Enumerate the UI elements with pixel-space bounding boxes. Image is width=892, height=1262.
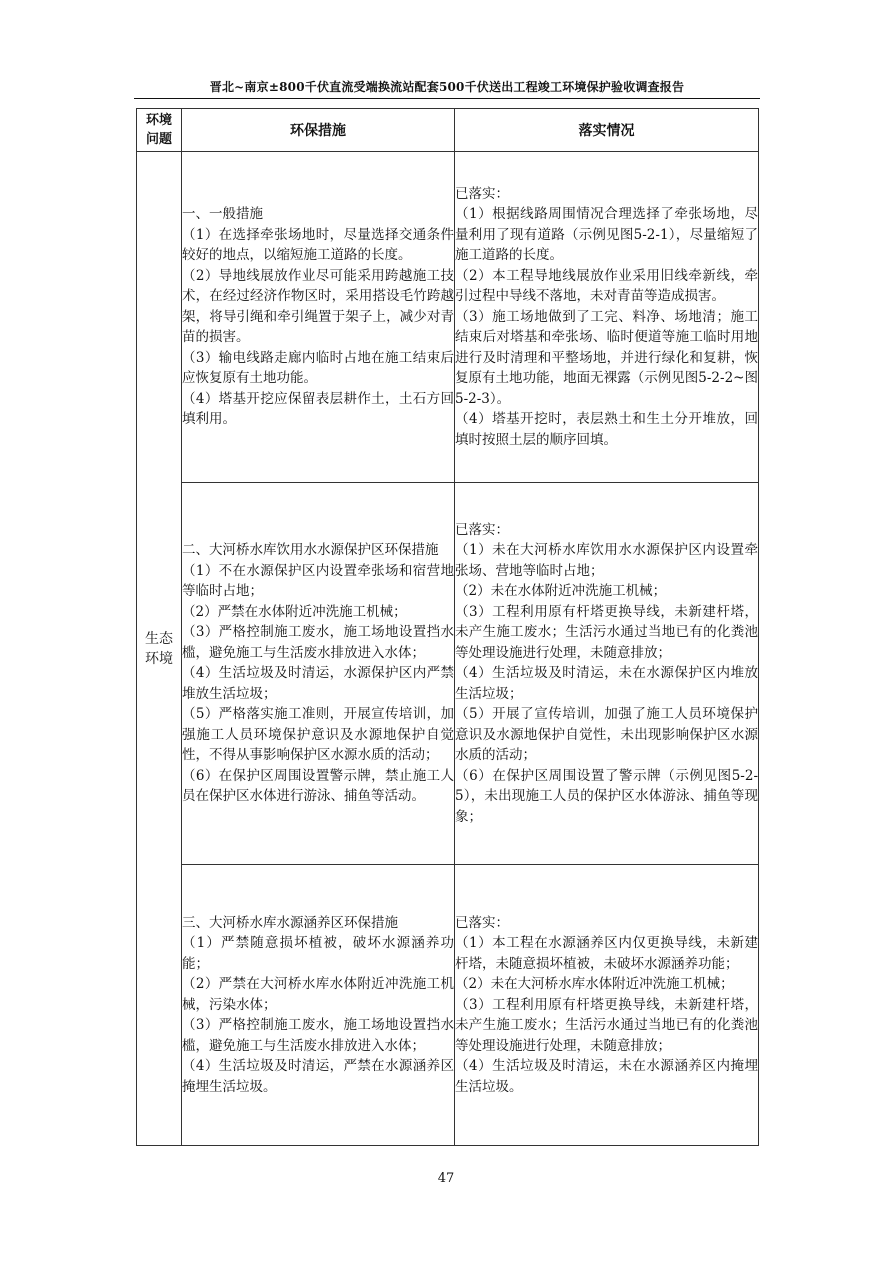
status-text: （6）在保护区周围设置了警示牌（示例见图5-2-5），未出现施工人员的保护区水体游泳、捕鱼等现象；	[455, 767, 758, 825]
status-text: （2）本工程导地线展放作业采用旧线牵新线，牵引过程中导线不落地，未对青苗等造成损害。	[455, 267, 758, 305]
status-text: （3）工程利用原有杆塔更换导线，未新建杆塔，未产生施工废水；生活污水通过当地已有的化粪池等处理设施进行处理，未随意排放；	[455, 603, 758, 661]
category-cell	[137, 152, 182, 1146]
measure-text: （3）严格控制施工废水，施工场地设置挡水槛，避免施工与生活废水排放进入水体；	[182, 1017, 454, 1054]
status-cell	[455, 865, 759, 1146]
status-cell	[455, 152, 759, 483]
header-rule	[134, 98, 760, 99]
table-row	[137, 865, 759, 1146]
measures-cell	[182, 152, 455, 483]
status-text: （1）本工程在水源涵养区内仅更换导线，未新建杆塔，未随意损坏植被，未破坏水源涵养功能；	[455, 935, 758, 972]
category-label: 生态环境	[145, 630, 173, 667]
measure-text: （6）在保护区周围设置警示牌，禁止施工人员在保护区水体进行游泳、捕鱼等活动。	[182, 767, 454, 805]
status-text: （3）施工场地做到了工完、料净、场地清；施工结束后对塔基和牵张场、临时便道等施工临时用地进行及时清理和平整场地，并进行绿化和复耕，恢复原有土地功能，地面无裸露（示例见图5-2-2~图5-2-3）。	[455, 308, 758, 407]
measure-text: 一、一般措施	[182, 206, 263, 223]
measure-text: （1）不在水源保护区内设置牵张场和宿营地等临时占地；	[182, 562, 454, 600]
measure-text: 三、大河桥水库水源涵养区环保措施	[182, 914, 398, 931]
column-header-issue: 环境问题	[137, 109, 182, 152]
status-text: 已落实：	[455, 185, 509, 202]
measure-text: （3）严格控制施工废水，施工场地设置挡水槛，避免施工与生活废水排放进入水体；	[182, 624, 454, 661]
table-header-row	[137, 109, 759, 152]
measure-text: （2）导地线展放作业尽可能采用跨越施工技术，在经过经济作物区时，采用搭设毛竹跨越架，将导引绳和牵引绳置于架子上，减少对青苗的损害。	[182, 267, 454, 346]
status-text: （2）未在水体附近冲洗施工机械；	[455, 583, 667, 600]
status-text: （4）生活垃圾及时清运，未在水源保护区内堆放生活垃圾；	[455, 665, 758, 702]
column-header-status: 落实情况	[455, 109, 759, 152]
measure-text: （4）生活垃圾及时清运，严禁在水源涵养区掩埋生活垃圾。	[182, 1058, 454, 1095]
status-cell	[455, 483, 759, 865]
measures-cell	[182, 865, 455, 1146]
status-text: （3）工程利用原有杆塔更换导线，未新建杆塔，未产生施工废水；生活污水通过当地已有的化粪池等处理设施进行处理，未随意排放；	[455, 996, 758, 1054]
page-header-title: 晋北~南京±800千伏直流受端换流站配套500千伏送出工程竣工环境保护验收调查报告	[209, 80, 685, 94]
status-text: （1）根据线路周围情况合理选择了牵张场地，尽量利用了现有道路（示例见图5-2-1），尽量缩短了施工道路的长度。	[455, 206, 758, 264]
status-text: （2）未在大河桥水库水体附近冲洗施工机械；	[455, 976, 734, 993]
measure-text: （4）生活垃圾及时清运，水源保护区内严禁堆放生活垃圾；	[182, 665, 454, 702]
measure-text: 二、大河桥水库饮用水水源保护区环保措施	[182, 542, 439, 559]
measure-text: （4）塔基开挖应保留表层耕作土，土石方回填利用。	[182, 390, 454, 428]
page-number: 47	[437, 1171, 455, 1186]
measure-text: （5）严格落实施工准则，开展宣传培训，加强施工人员环境保护意识及水源地保护自觉性，不得从事影响保护区水源水质的活动；	[182, 706, 454, 764]
measure-text: （2）严禁在大河桥水库水体附近冲洗施工机械，污染水体；	[182, 976, 454, 1013]
measure-text: （2）严禁在水体附近冲洗施工机械；	[182, 603, 407, 620]
status-text: （4）生活垃圾及时清运，未在水源涵养区内掩埋生活垃圾。	[455, 1058, 758, 1095]
status-text: （1）未在大河桥水库饮用水水源保护区内设置牵张场、营地等临时占地；	[455, 542, 758, 579]
status-text: （4）塔基开挖时，表层熟土和生土分开堆放，回填时按照土层的顺序回填。	[455, 411, 758, 448]
status-text: （5）开展了宣传培训，加强了施工人员环境保护意识及水源地保护自觉性，未出现影响保护区水源水质的活动；	[455, 706, 758, 764]
status-text: 已落实：	[455, 521, 509, 538]
measure-text: （1）在选择牵张场地时，尽量选择交通条件较好的地点，以缩短施工道路的长度。	[182, 226, 454, 264]
table-row	[137, 152, 759, 483]
table-row	[137, 483, 759, 865]
measure-text: （1）严禁随意损坏植被，破坏水源涵养功能；	[182, 935, 454, 972]
measure-text: （3）输电线路走廊内临时占地在施工结束后应恢复原有土地功能。	[182, 349, 454, 387]
status-text: 已落实：	[455, 914, 509, 931]
measures-cell	[182, 483, 455, 865]
environment-measures-table	[136, 108, 759, 1146]
column-header-measures: 环保措施	[182, 109, 455, 152]
